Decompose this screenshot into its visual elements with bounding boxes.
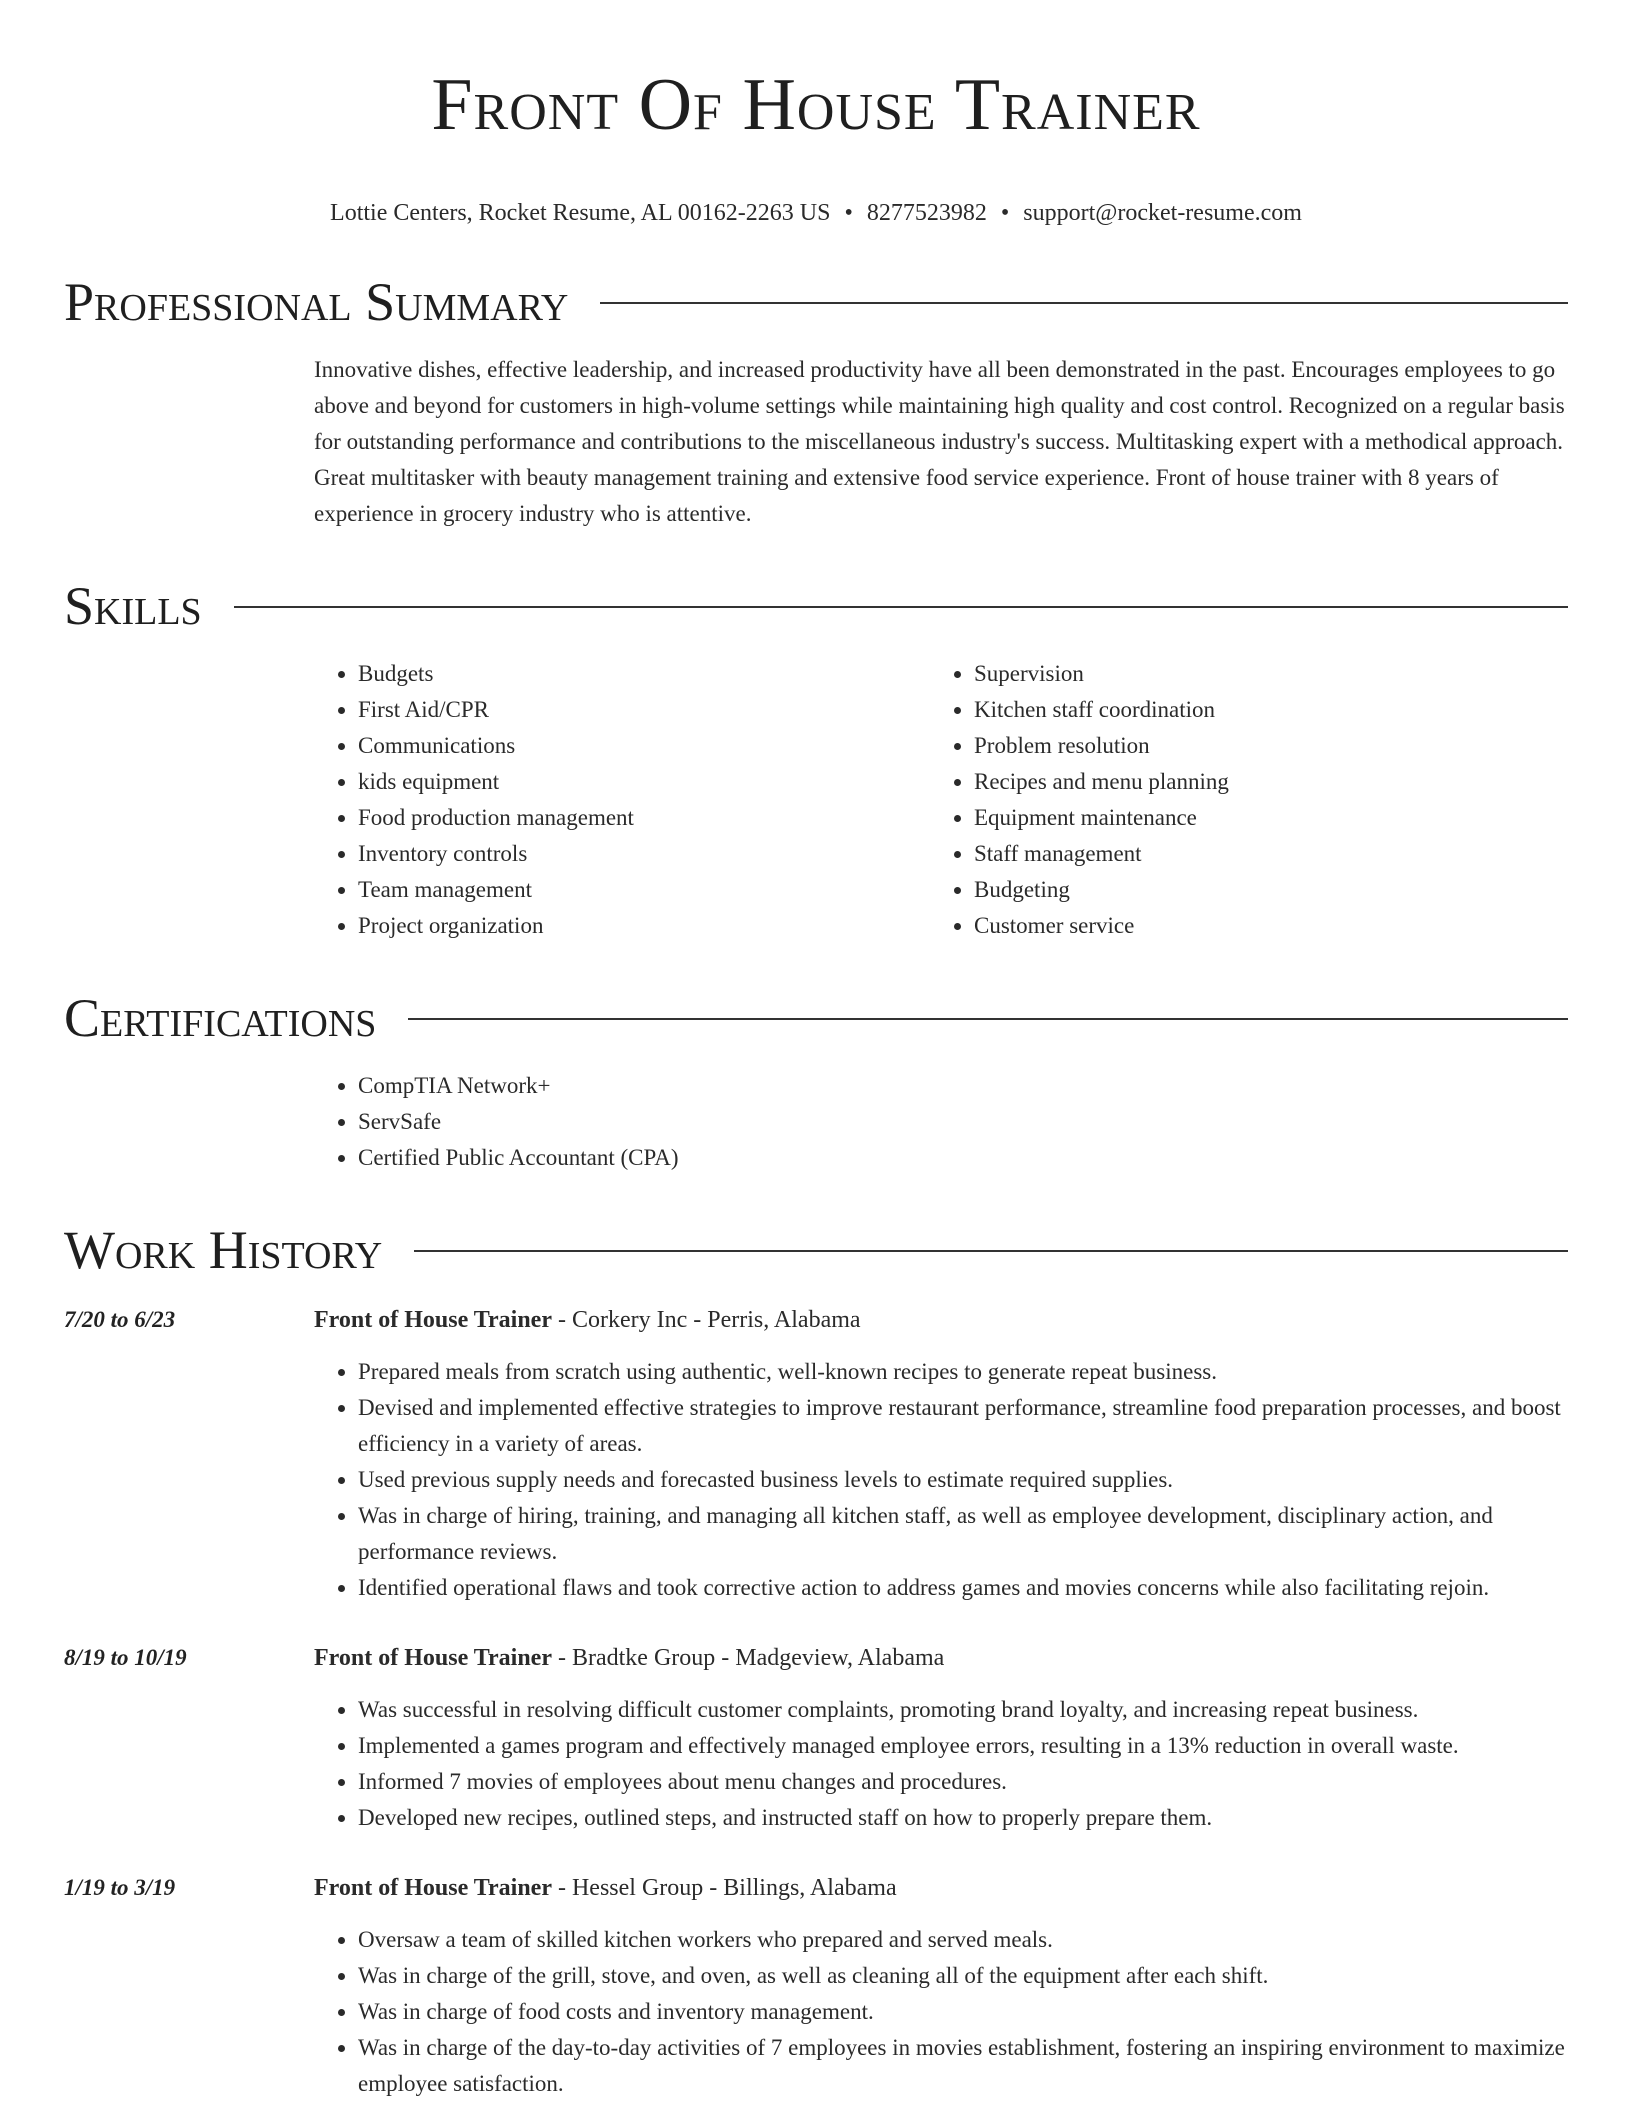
certifications-section-header xyxy=(64,988,1568,1048)
job-body xyxy=(314,1302,1568,1606)
skill-item: • kids equipment xyxy=(358,764,930,800)
summary-section-header xyxy=(64,272,1568,332)
section-divider xyxy=(408,1018,1568,1020)
contact-address: Lottie Centers, Rocket Resume, AL 00162-2263 US xyxy=(330,200,831,226)
section-divider xyxy=(234,606,1568,608)
certification-item: • Certified Public Accountant (CPA) xyxy=(358,1140,1568,1176)
skills-column-right xyxy=(930,656,1546,944)
contact-separator: • xyxy=(844,200,853,226)
section-divider xyxy=(600,302,1568,304)
job-duty-item: • Devised and implemented effective strategies to improve restaurant performance, streamline food preparation processes, and boost efficiency in a variety of areas. xyxy=(358,1390,1568,1462)
job-title: Front of House Trainer xyxy=(314,1645,552,1671)
contact-line xyxy=(64,198,1568,228)
job-header xyxy=(314,1640,1568,1676)
job-duty-item: • Was in charge of hiring, training, and managing all kitchen staff, as well as employee development, disciplinary action, and performance reviews. xyxy=(358,1498,1568,1570)
job-title: Front of House Trainer xyxy=(314,1307,552,1333)
job-duty-item: • Informed 7 movies of employees about menu changes and procedures. xyxy=(358,1764,1568,1800)
job-duties-list xyxy=(314,1692,1568,1836)
job-duties-list xyxy=(314,1354,1568,1606)
skills-list-right xyxy=(930,656,1546,944)
skills-section-header xyxy=(64,576,1568,636)
skill-item: • Kitchen staff coordination xyxy=(974,692,1546,728)
job-duty-item: • Was in charge of food costs and inventory management. xyxy=(358,1994,1568,2030)
job-header xyxy=(314,1870,1568,1906)
skill-item: • First Aid/CPR xyxy=(358,692,930,728)
job-dates: 1/19 to 3/19 xyxy=(64,1875,176,1900)
job-duties-list xyxy=(314,1922,1568,2102)
job-title: Front of House Trainer xyxy=(314,1875,552,1901)
job-company-location: - Corkery Inc - Perris, Alabama xyxy=(551,1307,861,1333)
skills-section-title: Skills xyxy=(64,576,202,636)
skill-item: • Problem resolution xyxy=(974,728,1546,764)
certifications-block xyxy=(314,1068,1568,1176)
work-section-header xyxy=(64,1220,1568,1280)
skill-item: • Budgeting xyxy=(974,872,1546,908)
job-duty-item: • Was in charge of the day-to-day activities of 7 employees in movies establishment, fostering an inspiring environment to maximize employee satisfaction. xyxy=(358,2030,1568,2102)
skills-grid xyxy=(314,656,1568,944)
job-body xyxy=(314,1870,1568,2102)
job-dates: 8/19 to 10/19 xyxy=(64,1645,187,1670)
job-duty-item: • Was successful in resolving difficult customer complaints, promoting brand loyalty, and increasing repeat business. xyxy=(358,1692,1568,1728)
job-company-location: - Hessel Group - Billings, Alabama xyxy=(551,1875,897,1901)
job-dates: 7/20 to 6/23 xyxy=(64,1307,176,1332)
job-duty-item: • Developed new recipes, outlined steps, and instructed staff on how to properly prepare them. xyxy=(358,1800,1568,1836)
skill-item: • Customer service xyxy=(974,908,1546,944)
skill-item: • Budgets xyxy=(358,656,930,692)
job-entry xyxy=(64,1302,1568,1606)
work-section-title: Work History xyxy=(64,1220,383,1280)
certifications-list xyxy=(314,1068,1568,1176)
skill-item: • Supervision xyxy=(974,656,1546,692)
job-header xyxy=(314,1302,1568,1338)
job-duty-item: • Identified operational flaws and took corrective action to address games and movies concerns while also facilitating rejoin. xyxy=(358,1570,1568,1606)
job-company-location: - Bradtke Group - Madgeview, Alabama xyxy=(551,1645,945,1671)
job-duty-item: • Used previous supply needs and forecasted business levels to estimate required supplies. xyxy=(358,1462,1568,1498)
section-divider xyxy=(414,1250,1568,1252)
job-duty-item: • Was in charge of the grill, stove, and oven, as well as cleaning all of the equipment after each shift. xyxy=(358,1958,1568,1994)
skill-item: • Recipes and menu planning xyxy=(974,764,1546,800)
certification-item: • ServSafe xyxy=(358,1104,1568,1140)
job-duty-item: • Prepared meals from scratch using authentic, well-known recipes to generate repeat business. xyxy=(358,1354,1568,1390)
job-body xyxy=(314,1640,1568,1836)
summary-section-title: Professional Summary xyxy=(64,272,569,332)
job-duty-item: • Oversaw a team of skilled kitchen workers who prepared and served meals. xyxy=(358,1922,1568,1958)
skill-item: • Equipment maintenance xyxy=(974,800,1546,836)
skills-list-left xyxy=(314,656,930,944)
summary-text: Innovative dishes, effective leadership, and increased productivity have all been demonstrated in the past. Encourages employees to go above and beyond for customers in high-volume settings while maintaining high quality and cost control. Recognized on a regular basis for outstanding performance and contributions to the miscellaneous industry's success. Multitasking expert with a methodical approach. Great multitasker with beauty management training and extensive food service experience. Front of house trainer with 8 years of experience in grocery industry who is attentive. xyxy=(314,357,1565,526)
skill-item: • Staff management xyxy=(974,836,1546,872)
skill-item: • Food production management xyxy=(358,800,930,836)
contact-email: support@rocket-resume.com xyxy=(1023,200,1302,226)
work-history-list xyxy=(64,1302,1568,2102)
certification-item: • CompTIA Network+ xyxy=(358,1068,1568,1104)
job-entry xyxy=(64,1870,1568,2102)
skill-item: • Communications xyxy=(358,728,930,764)
certifications-section-title: Certifications xyxy=(64,988,377,1048)
skill-item: • Project organization xyxy=(358,908,930,944)
contact-separator: • xyxy=(1000,200,1010,226)
skill-item: • Inventory controls xyxy=(358,836,930,872)
job-duty-item: • Implemented a games program and effectively managed employee errors, resulting in a 13% reduction in overall waste. xyxy=(358,1728,1568,1764)
contact-phone: 8277523982 xyxy=(866,200,987,226)
skill-item: • Team management xyxy=(358,872,930,908)
skills-column-left xyxy=(314,656,930,944)
job-entry xyxy=(64,1640,1568,1836)
resume-name: Front Of House Trainer xyxy=(431,64,1201,146)
